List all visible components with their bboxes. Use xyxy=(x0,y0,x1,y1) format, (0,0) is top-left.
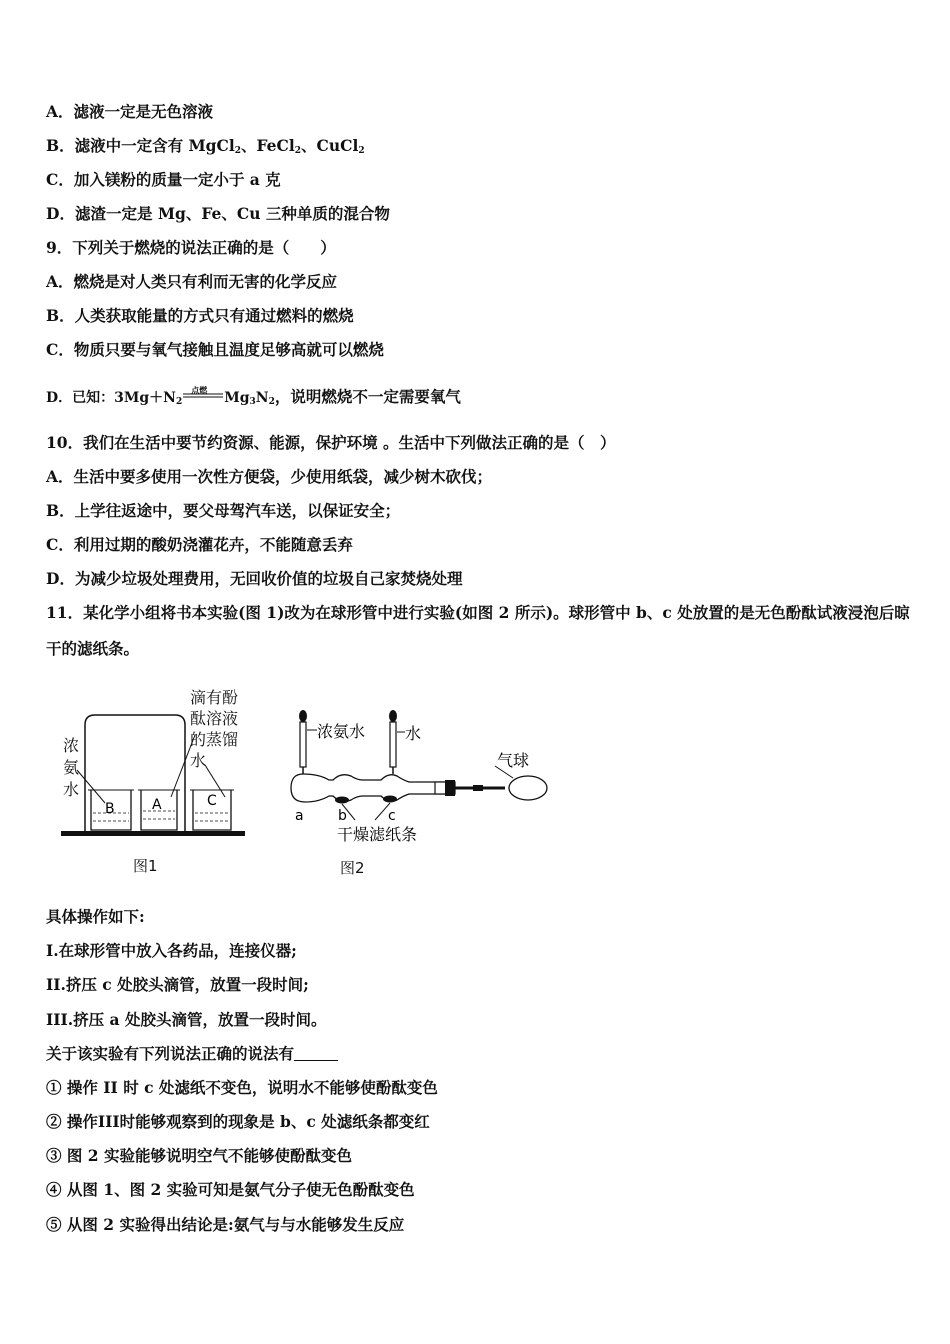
figure-2-drawing xyxy=(285,700,555,850)
dropper-a-tube xyxy=(300,722,306,767)
subscript: 2 xyxy=(294,146,301,156)
base-plate xyxy=(61,831,245,836)
q10-option-b: B．上学往返途中，要父母驾汽车送，以保证安全； xyxy=(46,501,401,520)
fig1-label-ammonia xyxy=(63,735,79,801)
figure-2-caption: 图2 xyxy=(340,859,365,877)
q9-d-product-n: N xyxy=(255,390,269,406)
label-line: 的蒸馏 xyxy=(190,730,239,749)
q11-question-text: 关于该实验有下列说法正确的说法有 xyxy=(46,1044,295,1063)
label-char: 氨 xyxy=(63,758,80,777)
q11-question xyxy=(46,1044,338,1064)
q9-d-product: Mg xyxy=(224,390,250,406)
op-2: II.挤压 c 处胶头滴管，放置一段时间; xyxy=(46,975,309,994)
q9-d-text2: ，说明燃烧不一定需要氧气 xyxy=(274,387,461,406)
q8-b-text2: 、FeCl xyxy=(240,136,295,155)
label-b: b xyxy=(338,808,347,824)
statement-5: ⑤ 从图 2 实验得出结论是:氨气与与水能够发生反应 xyxy=(46,1215,405,1234)
subscript: 2 xyxy=(234,146,241,156)
statement-3: ③ 图 2 实验能够说明空气不能够使酚酞变色 xyxy=(46,1146,352,1165)
label-char: 浓 xyxy=(63,736,80,755)
subscript: 2 xyxy=(358,146,365,156)
beaker-b-label: B xyxy=(105,801,115,817)
q10-option-d: D．为减少垃圾处理费用，无回收价值的垃圾自己家焚烧处理 xyxy=(46,569,463,588)
fig1-label-phenolphthalein xyxy=(190,687,238,771)
q9-option-a: A．燃烧是对人类只有利而无害的化学反应 xyxy=(46,272,338,291)
op-3: III.挤压 a 处胶头滴管，放置一段时间。 xyxy=(46,1010,327,1029)
filter-strip-b xyxy=(335,797,349,804)
q11-stem: 11．某化学小组将书本实验(图 1)改为在球形管中进行实验(如图 2 所示)。球形管中 b、c 处放置的是无色酚酞试液浸泡后晾干的滤纸条。 xyxy=(46,603,910,658)
dropper-c-tube xyxy=(390,722,396,767)
label-a: a xyxy=(295,808,304,824)
figure-2 xyxy=(285,700,555,850)
subscript: 3 xyxy=(249,397,256,407)
reaction-arrow xyxy=(182,385,224,403)
q8-option-c: C．加入镁粉的质量一定小于 a 克 xyxy=(46,170,281,189)
q8-option-b xyxy=(46,136,365,161)
statement-1: ① 操作 II 时 c 处滤纸不变色，说明水不能够使酚酞变色 xyxy=(46,1078,438,1097)
q10-option-c: C．利用过期的酸奶浇灌花卉，不能随意丢弃 xyxy=(46,535,353,554)
label-ammonia: 浓氨水 xyxy=(317,722,366,741)
label-dry-filter-strip: 干燥滤纸条 xyxy=(337,825,418,844)
q8-b-text: B．滤液中一定含有 MgCl xyxy=(46,136,235,155)
ops-title: 具体操作如下: xyxy=(46,907,145,926)
q8-b-text3: 、CuCl xyxy=(301,136,359,155)
q8-option-a: A．滤液一定是无色溶液 xyxy=(46,102,214,121)
figure-1 xyxy=(55,685,255,845)
statement-4: ④ 从图 1、图 2 实验可知是氨气分子使无色酚酞变色 xyxy=(46,1180,415,1199)
filter-strip-c xyxy=(383,796,397,803)
label-char: 水 xyxy=(63,780,80,799)
statement-2: ② 操作III时能够观察到的现象是 b、c 处滤纸条都变红 xyxy=(46,1112,430,1131)
q9-option-c: C．物质只要与氧气接触且温度足够高就可以燃烧 xyxy=(46,340,384,359)
q9-d-text: D．已知：3Mg＋N xyxy=(46,390,176,406)
bell-jar xyxy=(85,715,185,835)
label-line: 滴有酚 xyxy=(190,688,239,707)
reaction-condition: 点燃 xyxy=(191,385,208,395)
label-water: 水 xyxy=(405,724,422,743)
stopper xyxy=(445,780,455,796)
subscript: 2 xyxy=(268,397,275,407)
dropper-a-bulb xyxy=(299,710,307,722)
subscript: 2 xyxy=(175,397,183,407)
label-line: 酞溶液 xyxy=(190,709,239,728)
q8-option-d: D．滤渣一定是 Mg、Fe、Cu 三种单质的混合物 xyxy=(46,204,390,223)
label-balloon: 气球 xyxy=(497,751,530,770)
figure-1-caption: 图1 xyxy=(133,857,158,875)
balloon xyxy=(509,776,547,800)
q9-option-d xyxy=(46,387,461,412)
q9-option-b: B．人类获取能量的方式只有通过燃料的燃烧 xyxy=(46,306,354,325)
op-1: I.在球形管中放入各药品，连接仪器; xyxy=(46,941,297,960)
q10-stem: 10．我们在生活中要节约资源、能源，保护环境 。生活中下列做法正确的是（ ） xyxy=(46,433,616,452)
q9-stem: 9．下列关于燃烧的说法正确的是（ ） xyxy=(46,238,336,257)
beaker-c-label: C xyxy=(207,793,217,809)
beaker-a-label: A xyxy=(152,797,162,813)
label-line: 水 xyxy=(190,751,207,770)
label-c: c xyxy=(388,808,396,824)
dropper-c-bulb xyxy=(389,710,397,722)
q10-option-a: A．生活中要多使用一次性方便袋，少使用纸袋，减少树木砍伐； xyxy=(46,467,493,486)
spherical-tube xyxy=(291,774,445,802)
answer-blank[interactable] xyxy=(294,1046,338,1061)
